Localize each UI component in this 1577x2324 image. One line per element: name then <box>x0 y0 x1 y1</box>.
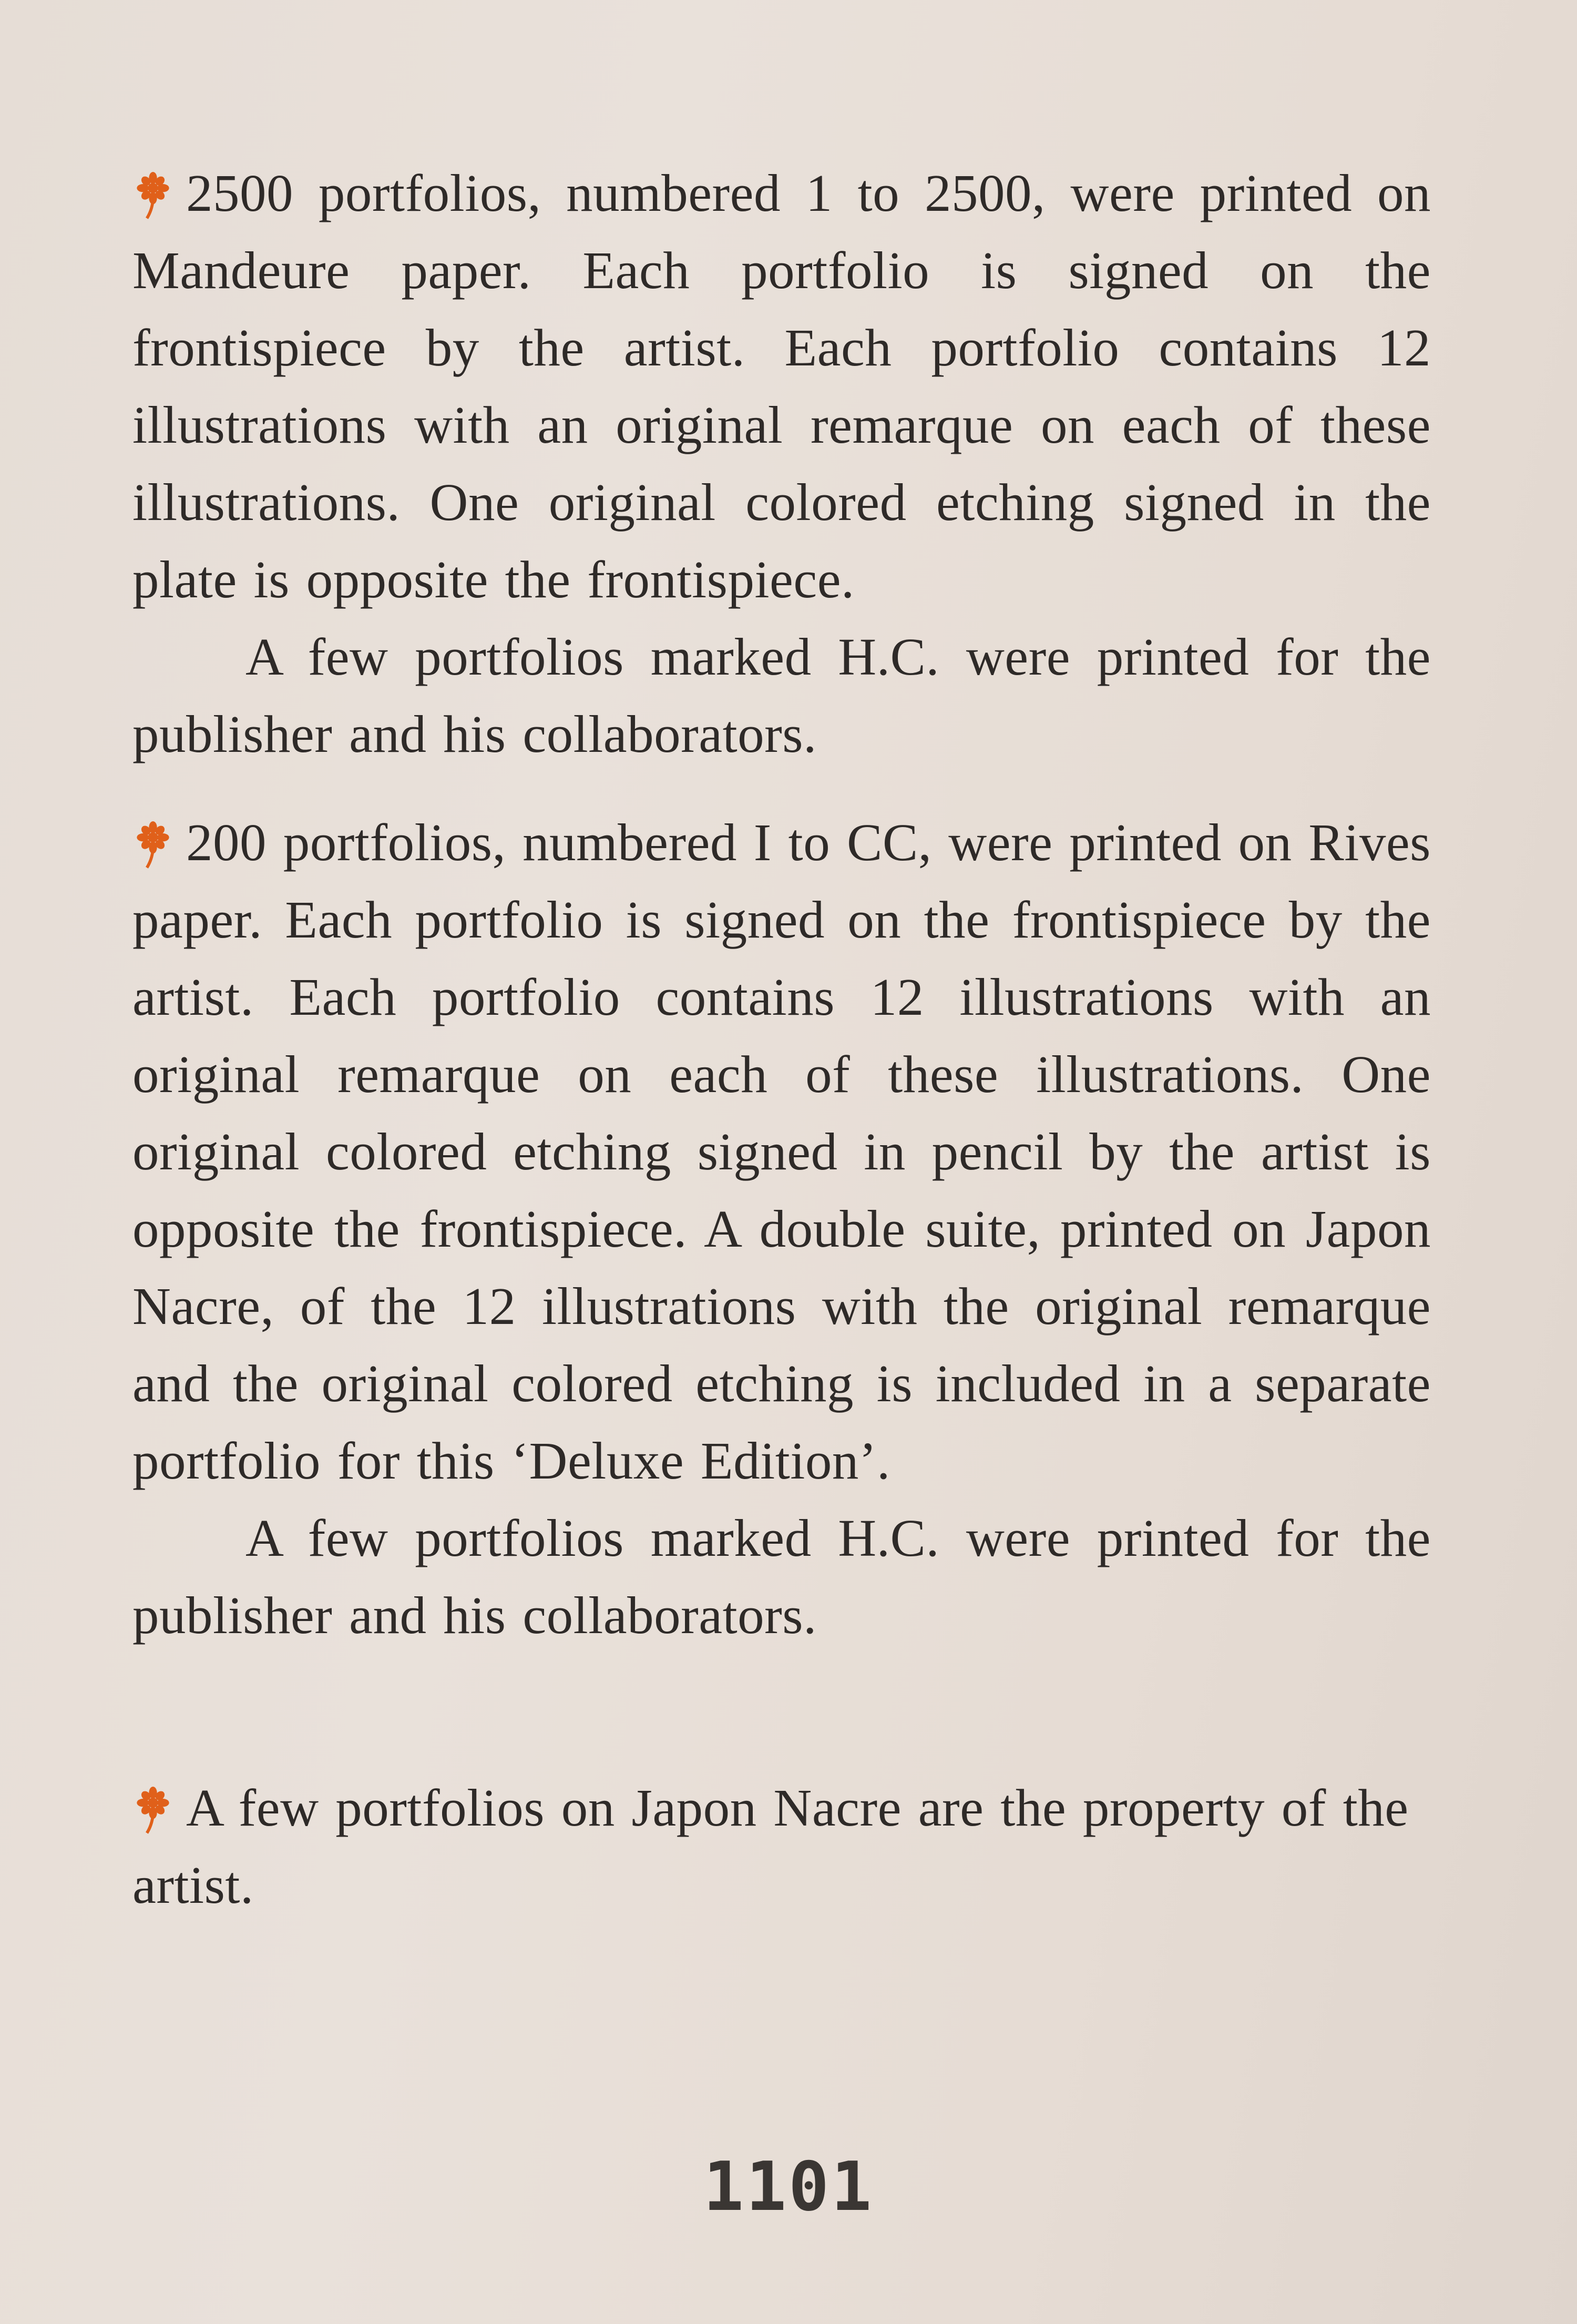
section-lead-text: A few portfolios on Japon Nacre are the property of the artist. <box>132 1778 1409 1914</box>
section-lead-text: 200 portfolios, numbered I to CC, were printed on Rives paper. Each portfolio is signed on the frontispiece by the artist. Each portfolio contains 12 illustrations with an original remarque on each of these illustrations. One original colored etching signed in pencil by the artist is opposite the frontispiece. A double suite, printed on Japon Nacre, of the 12 illustrations with the original remarque and the original colored etching is included in a separate portfolio for this ‘Deluxe Edition’. <box>132 813 1431 1490</box>
section-lead-paragraph <box>132 1769 1431 1924</box>
section-note-paragraph: A few portfolios marked H.C. were printed for the publisher and his collaborators. <box>132 1508 1431 1645</box>
edition-section-rives <box>132 804 1431 1654</box>
flower-ornament-icon <box>132 172 173 220</box>
flower-ornament-icon <box>132 821 173 870</box>
section-note-paragraph: A few portfolios marked H.C. were printed for the publisher and his collaborators. <box>132 627 1431 763</box>
edition-section-japon-nacre <box>132 1769 1431 1924</box>
flower-ornament-icon <box>132 1787 173 1835</box>
edition-section-mandeure <box>132 155 1431 773</box>
page-number: 1101 <box>703 2148 874 2226</box>
section-lead-paragraph <box>132 804 1431 1500</box>
section-lead-text: 2500 portfolios, numbered 1 to 2500, were printed on Mandeure paper. Each portfolio is signed on the frontispiece by the artist. Each portfolio contains 12 illustrations with an original remarque on each of these illustrations. One original colored etching signed in the plate is opposite the frontispiece. <box>132 164 1431 609</box>
section-lead-paragraph <box>132 155 1431 618</box>
